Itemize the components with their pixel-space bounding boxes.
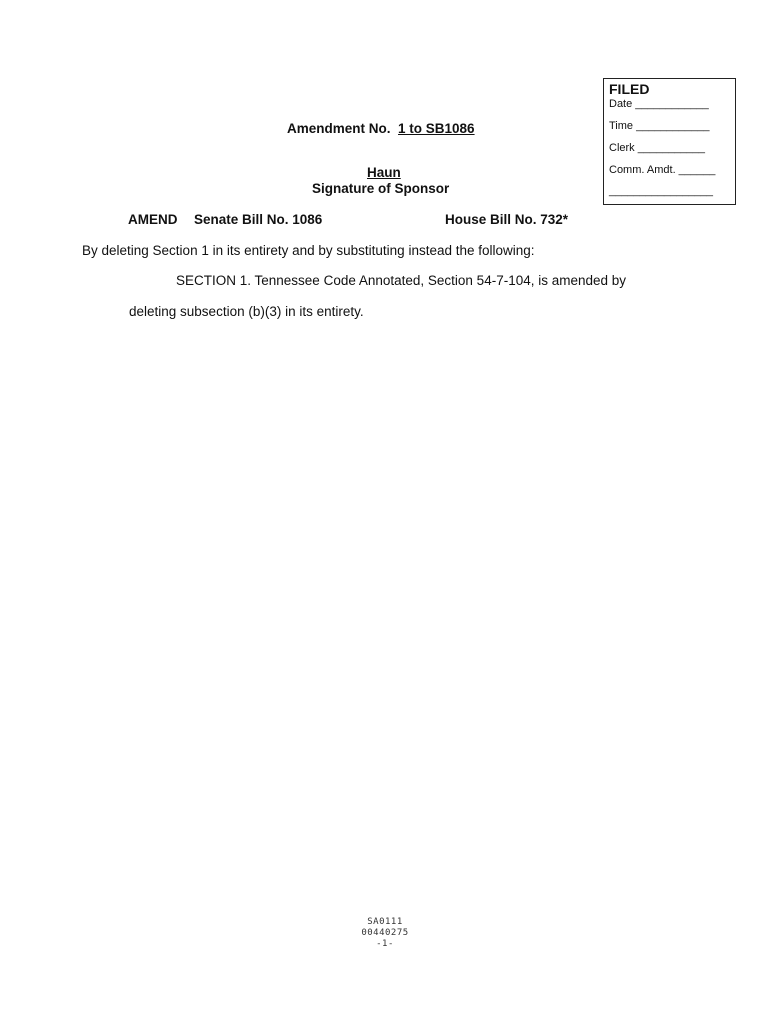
section-1-line-2: deleting subsection (b)(3) in its entirety. bbox=[129, 304, 364, 319]
filed-blank-line: _________________ bbox=[609, 185, 714, 197]
footer-code-1: SA0111 bbox=[367, 917, 403, 927]
filed-comm-amdt: Comm. Amdt. ______ bbox=[609, 164, 716, 176]
intro-paragraph: By deleting Section 1 in its entirety and by substituting instead the following: bbox=[82, 243, 535, 258]
amendment-number bbox=[287, 121, 475, 136]
senate-bill-number: Senate Bill No. 1086 bbox=[194, 212, 323, 227]
amendment-value: 1 to SB1086 bbox=[398, 121, 475, 136]
footer-code-2: 00440275 bbox=[361, 928, 409, 938]
page-number: -1- bbox=[376, 939, 394, 949]
filed-date: Date ____________ bbox=[609, 98, 709, 110]
filed-stamp-box bbox=[603, 78, 736, 205]
filed-clerk: Clerk ___________ bbox=[609, 142, 706, 154]
filed-time: Time ____________ bbox=[609, 120, 710, 132]
amendment-prefix: Amendment No. bbox=[287, 121, 391, 136]
sponsor-name: Haun bbox=[367, 165, 401, 180]
section-1-line-1: SECTION 1. Tennessee Code Annotated, Section 54-7-104, is amended by bbox=[176, 273, 627, 288]
filed-title: FILED bbox=[609, 81, 650, 97]
house-bill-number: House Bill No. 732* bbox=[445, 212, 569, 227]
amend-label: AMEND bbox=[128, 212, 178, 227]
sponsor-caption: Signature of Sponsor bbox=[312, 181, 450, 196]
